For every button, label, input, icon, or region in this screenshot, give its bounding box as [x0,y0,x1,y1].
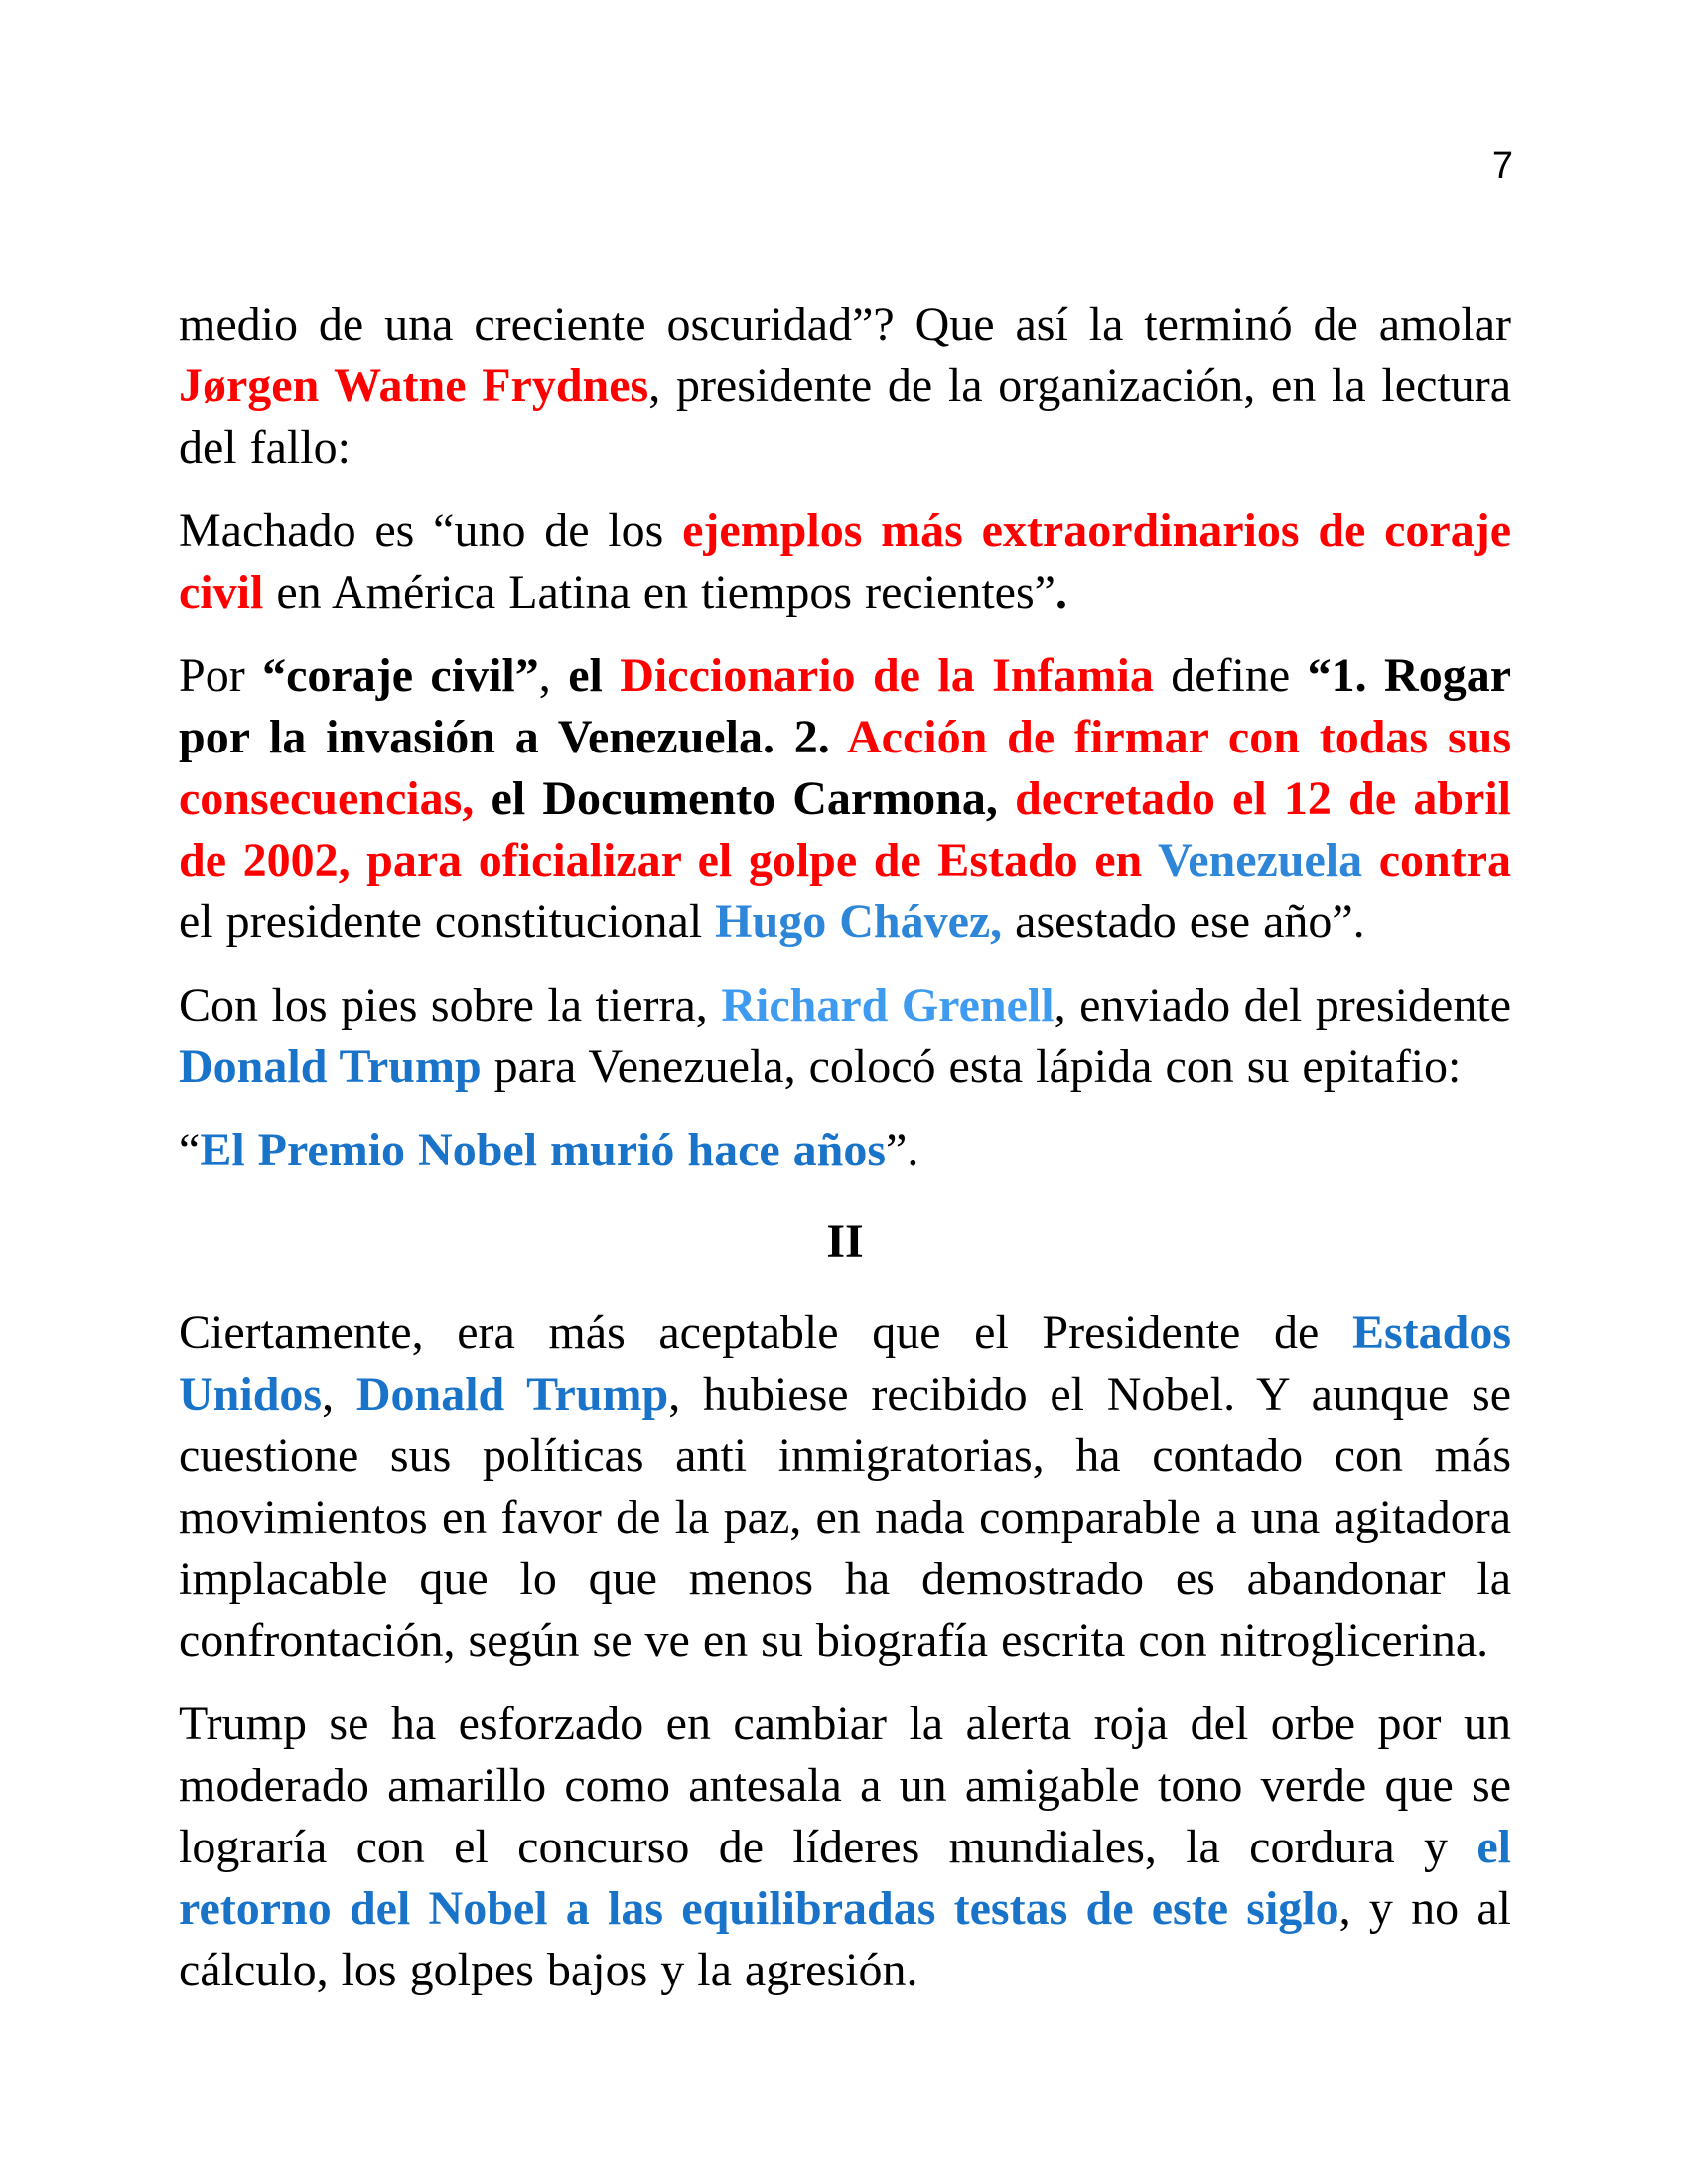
text-segment: decretado el 12 de abril de 2002, para oficializar el golpe de Estado en [179,772,1511,887]
text-segment: , hubiese recibido el Nobel. Y aunque se cuestione sus políticas anti inmigratorias, ha contado con más movimientos en favor de la paz, en nada comparable a una agitadora implacable que lo que menos ha demostrado es abandonar la confrontación, según se ve en su biografía escrita con nitroglicerina. [179,1368,1512,1667]
text-segment: Machado es “uno de los [179,504,683,557]
text-segment: Diccionario de la Infamia [620,649,1154,702]
paragraph [179,645,1511,953]
text-segment: , [322,1368,356,1421]
text-segment: asestado ese año”. [1002,895,1365,948]
paragraph [179,500,1511,623]
document-body [179,294,1511,2023]
text-segment: en América Latina en tiempos recientes” [263,566,1055,618]
text-segment: el [568,649,621,702]
text-segment: Richard Grenell [721,979,1055,1031]
text-segment: para Venezuela, colocó esta lápida con su epitafio: [481,1040,1462,1093]
text-segment: el presidente constitucional [179,895,716,948]
paragraph [179,1694,1511,2001]
text-segment: Acción de firmar con todas sus consecuencias, [179,711,1512,825]
text-segment: Ciertamente, era más aceptable que el Presidente de [179,1306,1352,1359]
text-segment: Trump se ha esforzado en cambiar la alerta roja del orbe por un moderado amarillo como antesala a un amigable tono verde que se lograría con el concurso de líderes mundiales, la cordura y [179,1698,1511,1873]
text-segment: Por [179,649,263,702]
text-segment: , [538,649,569,702]
paragraph [179,975,1511,1098]
page-number: 7 [1491,145,1513,187]
text-segment: , enviado del presidente [1054,979,1512,1031]
text-segment: . [1055,566,1067,618]
text-segment: El Premio Nobel murió hace años [200,1124,887,1176]
text-segment: contra [1362,834,1511,887]
text-segment: “ [179,1124,201,1176]
text-segment: Jørgen Watne Frydnes [179,359,649,412]
text-segment: Venezuela [1157,834,1363,887]
text-segment: , presidente de la organización, en la lectura del fallo: [179,359,1511,474]
text-segment: Donald Trump [355,1368,669,1421]
text-segment: “coraje civil” [262,649,539,702]
paragraph [179,1120,1511,1181]
text-segment: , y no al cálculo, los golpes bajos y la agresión. [179,1882,1512,1996]
text-segment: ”. [886,1124,919,1176]
text-segment: Donald Trump [179,1040,482,1093]
text-segment: Hugo Chávez, [715,895,1003,948]
text-segment: define [1153,649,1308,702]
text-segment: medio de una creciente oscuridad”? Que así la terminó de amolar [179,298,1511,350]
text-segment: “1. Rogar por la invasión a Venezuela. 2. [179,649,1512,763]
section-heading [179,1211,1511,1273]
text-segment: el retorno del Nobel a las equilibradas testas de este siglo [179,1821,1511,1935]
text-segment: ejemplos más extraordinarios de coraje civil [179,504,1512,618]
text-segment: Estados Unidos [179,1306,1511,1421]
text-segment: el Documento Carmona, [474,772,1016,825]
text-segment: Con los pies sobre la tierra, [179,979,722,1031]
paragraph [179,1302,1511,1672]
text-segment: II [826,1215,864,1268]
paragraph [179,294,1511,478]
